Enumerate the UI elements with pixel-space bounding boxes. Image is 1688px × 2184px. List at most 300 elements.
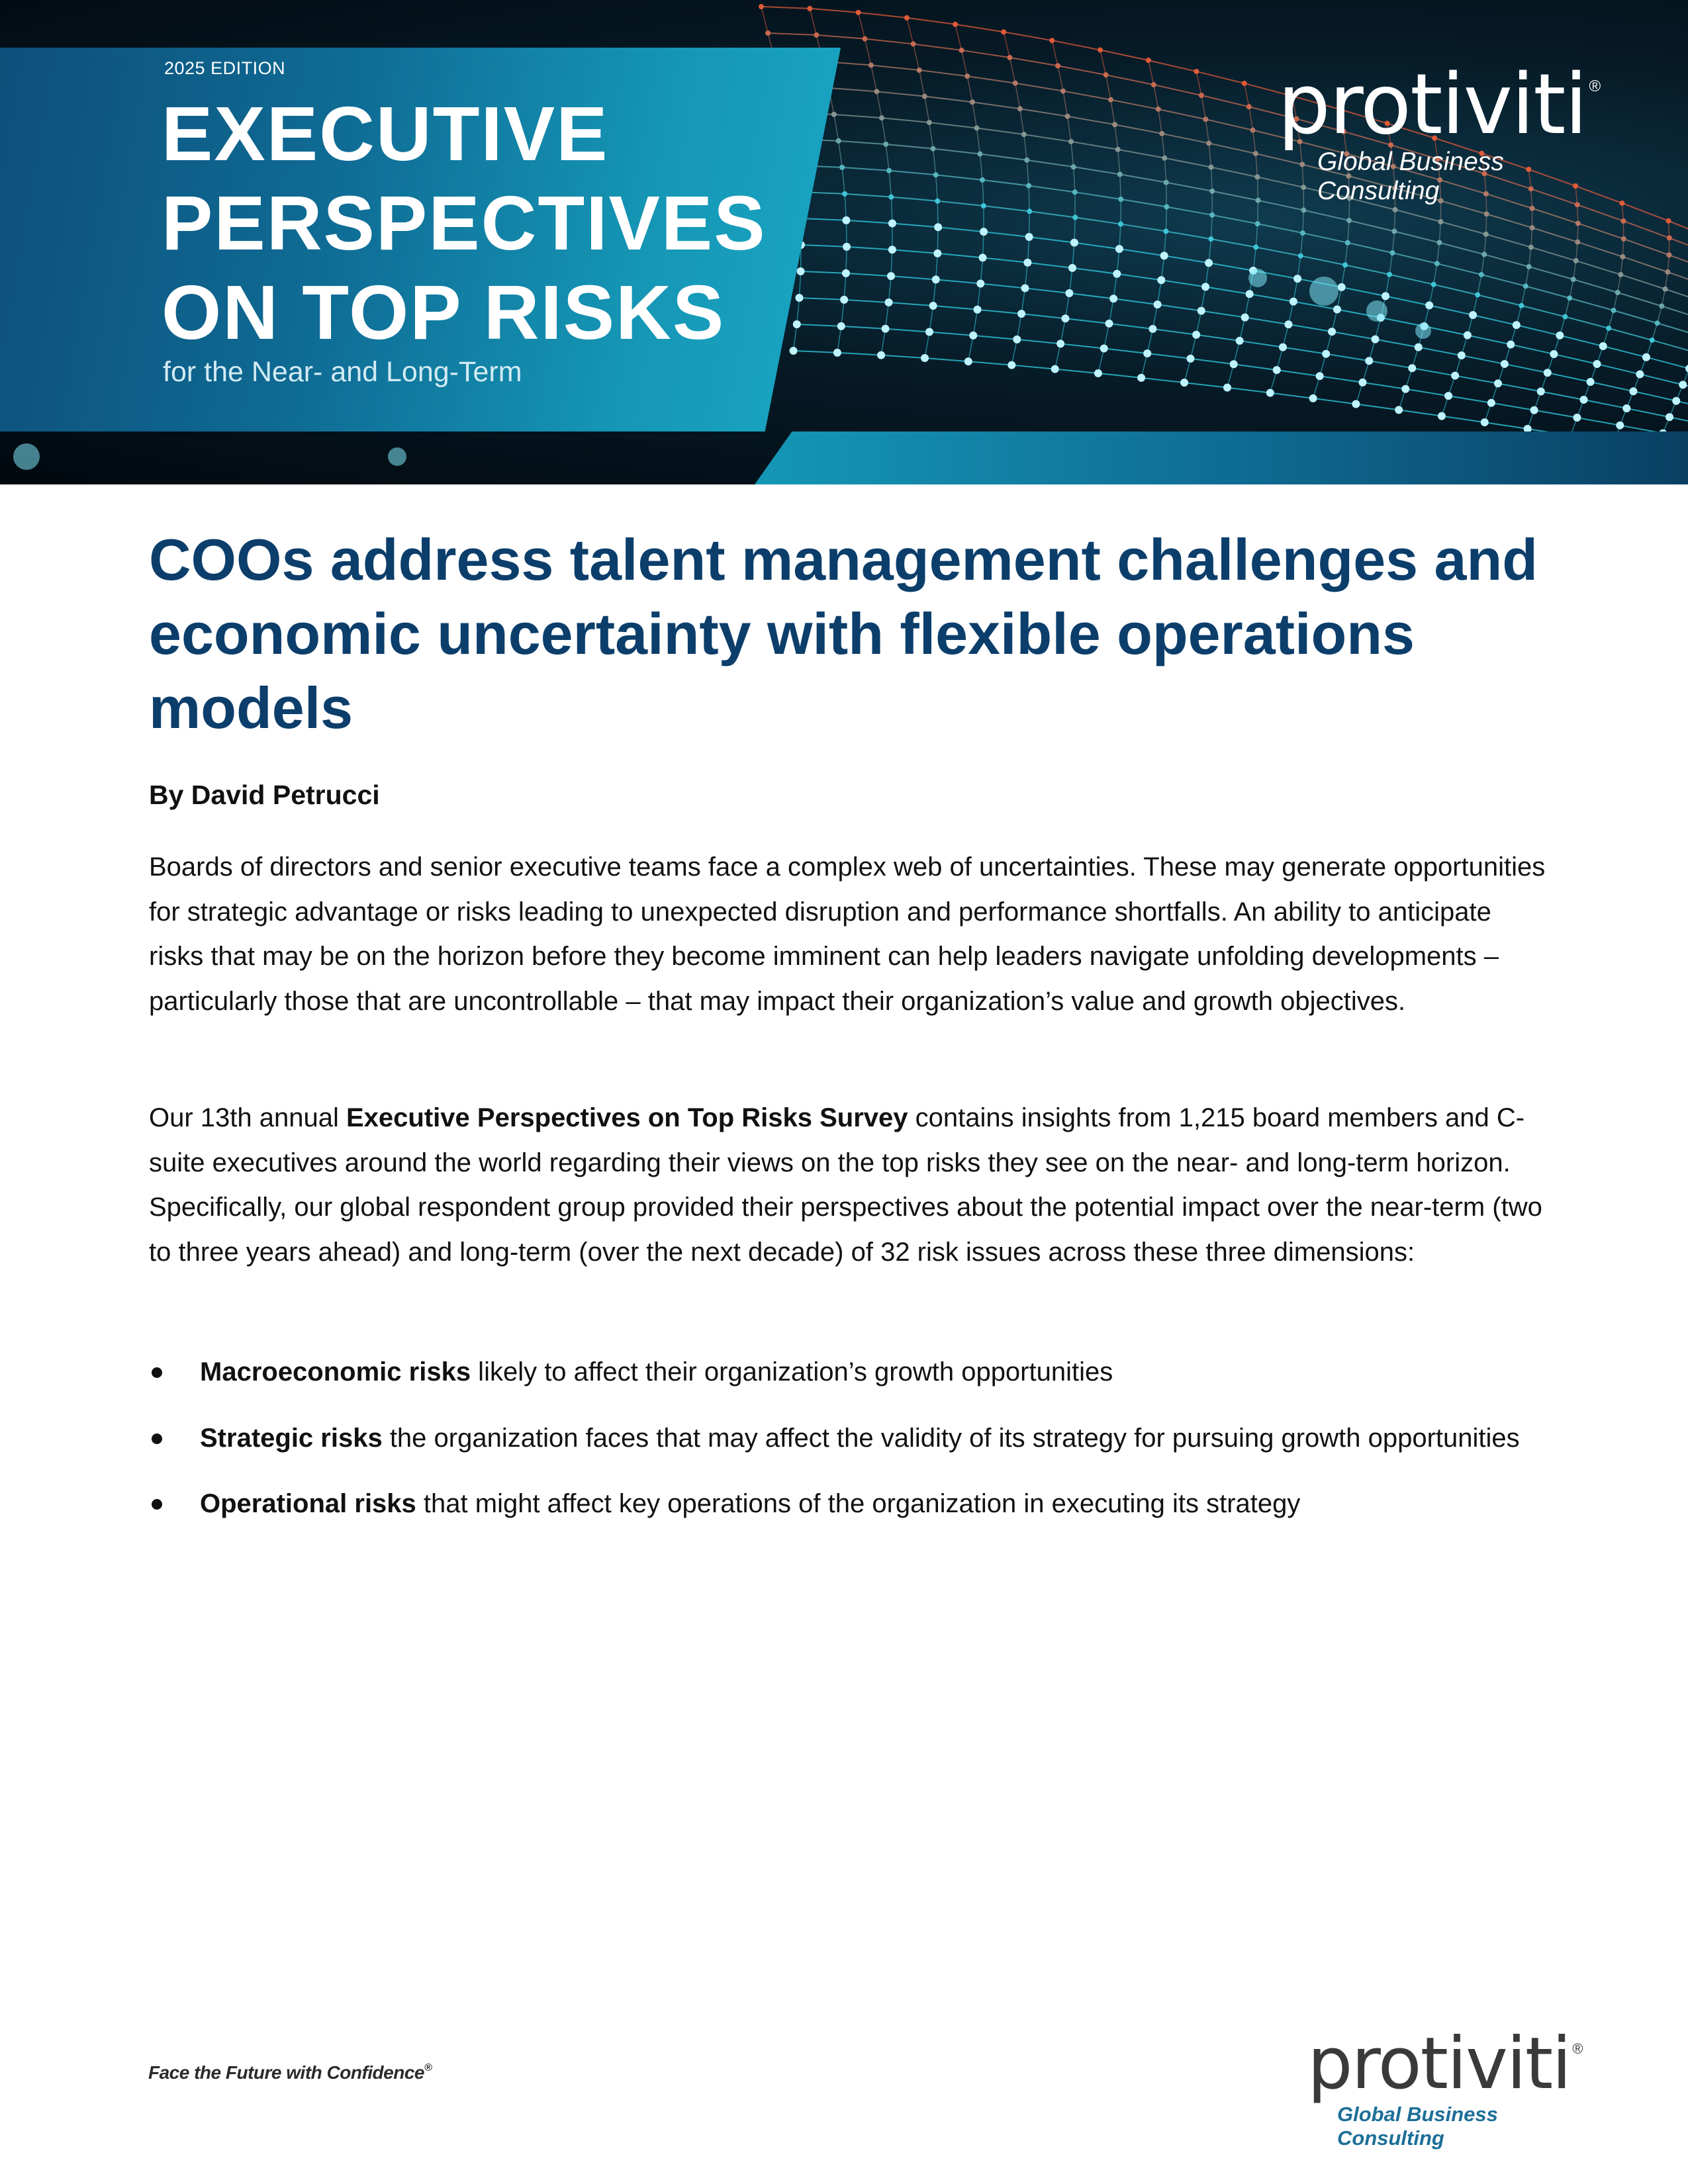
network-node xyxy=(1620,218,1626,224)
network-link xyxy=(1164,255,1209,263)
network-node xyxy=(981,203,986,208)
network-node xyxy=(1618,272,1623,277)
network-node xyxy=(1250,128,1256,133)
network-link xyxy=(1154,85,1158,109)
network-link xyxy=(1024,134,1027,160)
network-node xyxy=(868,62,874,68)
network-link xyxy=(925,97,929,123)
glow-dot xyxy=(1309,277,1338,306)
network-node xyxy=(1393,207,1398,212)
network-link xyxy=(925,358,968,361)
network-node xyxy=(1266,389,1274,397)
network-node xyxy=(1293,275,1301,283)
network-link xyxy=(1486,214,1487,234)
network-link xyxy=(1498,383,1541,391)
network-node xyxy=(1007,55,1012,60)
network-node xyxy=(885,298,893,306)
network-link xyxy=(1603,346,1646,357)
network-node xyxy=(1487,399,1495,407)
network-node xyxy=(933,250,941,257)
network-link xyxy=(1141,378,1184,383)
network-link xyxy=(1591,382,1634,391)
network-node xyxy=(1154,300,1162,308)
network-node xyxy=(1464,332,1472,340)
network-node xyxy=(887,272,895,280)
network-node xyxy=(1223,384,1231,392)
network-link xyxy=(801,271,846,273)
network-node xyxy=(1025,233,1033,241)
network-node xyxy=(953,22,958,27)
network-node xyxy=(836,138,841,144)
list-item xyxy=(149,1416,1552,1461)
network-node xyxy=(1065,114,1070,119)
network-node xyxy=(1143,349,1151,357)
article-byline: By David Petrucci xyxy=(149,780,380,810)
network-link xyxy=(1505,364,1548,373)
network-node xyxy=(1098,48,1103,53)
network-link xyxy=(859,13,865,39)
network-node xyxy=(1056,340,1064,347)
list-item xyxy=(149,1350,1552,1395)
network-link xyxy=(1485,422,1528,429)
network-link xyxy=(1011,365,1055,369)
network-node xyxy=(1208,236,1213,242)
network-node xyxy=(1113,270,1121,278)
network-node xyxy=(863,36,868,42)
network-link xyxy=(1166,183,1213,191)
network-node xyxy=(1481,251,1487,257)
network-node xyxy=(793,320,801,328)
network-link xyxy=(1069,293,1113,298)
network-link xyxy=(810,9,858,13)
network-node xyxy=(978,152,983,157)
network-link xyxy=(980,284,1025,289)
network-link xyxy=(1440,222,1485,234)
network-link xyxy=(886,144,889,171)
network-link xyxy=(907,18,955,24)
survey-paragraph xyxy=(149,1096,1552,1275)
network-node xyxy=(1026,183,1031,189)
network-link xyxy=(794,351,837,353)
network-link xyxy=(1394,232,1439,243)
network-link xyxy=(1258,224,1303,233)
network-node xyxy=(839,165,845,170)
network-link xyxy=(1332,332,1375,340)
banner-accent-stripe xyxy=(755,432,1688,484)
network-link xyxy=(797,324,841,326)
network-node xyxy=(1523,283,1528,289)
network-node xyxy=(1469,311,1477,319)
network-link xyxy=(882,118,929,122)
network-node xyxy=(1013,81,1018,86)
network-link xyxy=(1212,191,1258,201)
network-link xyxy=(1614,293,1618,310)
network-node xyxy=(959,48,964,53)
cover-subtitle: for the Near- and Long-Term xyxy=(163,356,522,388)
network-link xyxy=(1190,359,1233,364)
network-link xyxy=(810,9,816,35)
network-link xyxy=(839,141,886,144)
network-link xyxy=(967,76,972,102)
network-node xyxy=(1209,212,1215,218)
network-link xyxy=(1164,158,1211,167)
network-link xyxy=(1201,95,1205,119)
network-node xyxy=(1008,361,1015,369)
network-link xyxy=(1620,257,1622,275)
network-link xyxy=(1529,248,1531,267)
network-link xyxy=(768,33,816,35)
network-link xyxy=(1058,66,1106,75)
network-link xyxy=(1211,167,1213,191)
logo-tagline: Global Business Consulting xyxy=(1337,2103,1498,2150)
network-link xyxy=(1211,167,1258,177)
network-link xyxy=(1104,348,1147,353)
network-link xyxy=(1196,335,1240,341)
network-link xyxy=(1526,267,1529,286)
network-link xyxy=(1121,199,1166,207)
network-node xyxy=(842,191,847,197)
network-node xyxy=(1255,174,1260,179)
network-link xyxy=(1256,224,1257,247)
network-node xyxy=(1659,303,1664,308)
list-item-text: the organization faces that may affect the validity of its strategy for pursuing growth opportunities xyxy=(382,1423,1520,1453)
network-link xyxy=(1531,248,1576,261)
network-link xyxy=(1448,396,1491,403)
list-item-text: likely to affect their organization’s growth opportunities xyxy=(471,1357,1113,1387)
network-link xyxy=(1027,160,1073,167)
network-link xyxy=(1205,119,1252,130)
network-link xyxy=(982,180,1029,186)
network-link xyxy=(1120,174,1166,182)
network-node xyxy=(765,30,771,36)
network-link xyxy=(1392,253,1436,263)
network-node xyxy=(933,172,939,177)
network-link xyxy=(1534,410,1577,418)
protiviti-logo xyxy=(1278,56,1622,206)
logo-wordmark: protiviti xyxy=(1307,2023,1571,2105)
network-node xyxy=(1530,225,1535,230)
network-link xyxy=(1667,272,1688,288)
network-link xyxy=(914,44,962,50)
registered-mark: ® xyxy=(424,2062,432,2073)
network-node xyxy=(1685,365,1688,373)
network-node xyxy=(921,354,929,362)
network-node xyxy=(1571,277,1576,282)
network-node xyxy=(1055,63,1060,68)
network-link xyxy=(1484,254,1528,267)
network-link xyxy=(1015,83,1063,91)
network-link xyxy=(1147,353,1190,359)
network-node xyxy=(1431,282,1436,287)
network-link xyxy=(1486,234,1531,248)
network-node xyxy=(874,89,879,94)
network-node xyxy=(1666,218,1671,224)
network-node xyxy=(1415,343,1423,351)
network-link xyxy=(1020,109,1068,116)
network-link xyxy=(1565,317,1609,328)
network-node xyxy=(1024,158,1029,163)
network-link xyxy=(1212,215,1258,224)
network-node xyxy=(1051,365,1059,373)
network-link xyxy=(1369,361,1412,368)
network-node xyxy=(1655,320,1660,326)
network-link xyxy=(1253,130,1256,154)
network-link xyxy=(1024,134,1071,142)
network-node xyxy=(877,351,885,359)
network-link xyxy=(1166,231,1211,239)
network-node xyxy=(1021,284,1029,292)
network-link xyxy=(929,122,977,128)
network-link xyxy=(1573,261,1576,279)
network-link xyxy=(1118,150,1165,158)
network-link xyxy=(929,122,933,149)
network-link xyxy=(1481,254,1484,275)
network-node xyxy=(976,280,984,288)
network-node xyxy=(1017,106,1023,111)
network-link xyxy=(955,24,1004,32)
network-link xyxy=(1158,109,1162,134)
network-link xyxy=(1442,416,1485,423)
network-node xyxy=(1137,374,1145,382)
network-link xyxy=(1491,403,1534,410)
network-link xyxy=(984,232,1029,237)
network-link xyxy=(1326,354,1369,361)
network-link xyxy=(1622,203,1623,221)
network-link xyxy=(1521,306,1565,317)
network-node xyxy=(1365,357,1373,365)
cover-title-line: EXECUTIVE xyxy=(162,91,609,177)
network-link xyxy=(1521,286,1525,305)
network-node xyxy=(1273,366,1281,374)
bullet-icon xyxy=(152,1499,162,1510)
network-node xyxy=(1027,208,1032,214)
network-node xyxy=(1298,253,1303,259)
network-link xyxy=(962,50,1010,58)
network-link xyxy=(972,102,1020,109)
network-link xyxy=(1570,279,1573,298)
network-link xyxy=(1511,345,1554,355)
network-node xyxy=(1679,381,1687,388)
network-link xyxy=(816,35,865,39)
network-link xyxy=(1301,233,1303,256)
glow-dot xyxy=(1366,300,1387,322)
network-link xyxy=(876,91,924,96)
network-node xyxy=(1209,165,1214,170)
network-node xyxy=(1408,364,1416,372)
network-link xyxy=(865,39,871,66)
network-node xyxy=(1151,82,1156,87)
network-link xyxy=(1320,376,1363,383)
network-link xyxy=(1381,318,1425,326)
network-node xyxy=(1328,328,1336,336)
network-link xyxy=(846,273,891,276)
network-link xyxy=(933,149,935,175)
network-link xyxy=(1658,323,1688,336)
network-node xyxy=(1526,264,1532,269)
network-link xyxy=(1029,211,1075,217)
network-link xyxy=(1578,223,1624,239)
network-node xyxy=(807,6,812,11)
network-link xyxy=(1484,234,1486,255)
network-node xyxy=(1100,344,1108,352)
network-link xyxy=(1072,268,1117,274)
network-link xyxy=(891,197,937,201)
network-link xyxy=(1075,217,1121,224)
network-link xyxy=(1565,298,1570,316)
network-node xyxy=(934,223,942,231)
network-link xyxy=(1389,253,1392,275)
network-link xyxy=(1622,203,1668,221)
network-link xyxy=(1652,340,1688,353)
network-node xyxy=(1118,197,1123,202)
network-link xyxy=(871,65,877,91)
network-node xyxy=(917,68,922,73)
list-item xyxy=(149,1482,1552,1527)
network-link xyxy=(1201,95,1249,107)
network-node xyxy=(1387,272,1392,277)
network-link xyxy=(1576,261,1621,275)
network-link xyxy=(1356,404,1399,410)
network-node xyxy=(1530,406,1538,414)
network-link xyxy=(1618,275,1621,293)
network-node xyxy=(1599,342,1607,350)
network-link xyxy=(1392,232,1394,253)
network-node xyxy=(1395,406,1403,414)
network-node xyxy=(1444,392,1452,400)
network-node xyxy=(1115,147,1121,152)
network-link xyxy=(842,167,889,171)
network-node xyxy=(1230,360,1238,368)
network-link xyxy=(842,167,845,194)
network-node xyxy=(1289,298,1297,306)
network-node xyxy=(1501,360,1509,368)
network-node xyxy=(1049,38,1055,43)
network-link xyxy=(1570,298,1613,310)
network-link xyxy=(1111,100,1158,109)
network-node xyxy=(1338,283,1346,291)
network-node xyxy=(932,275,940,283)
network-node xyxy=(1519,303,1524,308)
network-node xyxy=(1438,219,1443,224)
network-node xyxy=(1562,314,1568,320)
network-link xyxy=(1201,311,1245,318)
network-link xyxy=(1468,336,1511,345)
network-node xyxy=(1253,151,1258,156)
network-node xyxy=(1199,93,1204,98)
network-link xyxy=(1560,336,1603,346)
network-link xyxy=(1227,388,1270,393)
network-link xyxy=(1120,174,1121,199)
network-node xyxy=(1434,261,1440,266)
network-node xyxy=(1342,262,1348,267)
logo-wordmark: protiviti xyxy=(1278,56,1587,153)
network-node xyxy=(843,243,851,251)
network-link xyxy=(1477,295,1521,305)
network-link xyxy=(1577,205,1578,223)
network-node xyxy=(1425,301,1433,309)
network-link xyxy=(846,220,892,224)
network-link xyxy=(1434,263,1437,285)
network-link xyxy=(834,114,882,118)
bullet-icon xyxy=(152,1367,162,1378)
network-node xyxy=(1112,122,1117,127)
network-link xyxy=(886,144,933,149)
network-link xyxy=(1074,167,1120,174)
network-link xyxy=(761,7,810,9)
network-node xyxy=(1284,320,1292,328)
network-link xyxy=(1455,376,1498,384)
network-link xyxy=(1004,32,1009,58)
network-link xyxy=(1234,364,1277,370)
list-item-title: Operational risks xyxy=(200,1489,416,1518)
cover-title-line: PERSPECTIVES xyxy=(162,180,767,266)
network-link xyxy=(1025,288,1069,293)
network-link xyxy=(1532,228,1578,242)
network-node xyxy=(1391,229,1397,234)
network-link xyxy=(1622,257,1667,272)
network-link xyxy=(925,332,929,358)
network-link xyxy=(1052,40,1100,50)
network-node xyxy=(1241,314,1249,322)
glow-dot xyxy=(1248,269,1267,287)
network-node xyxy=(1606,326,1611,331)
network-link xyxy=(1240,341,1283,347)
network-link xyxy=(1196,71,1201,95)
network-node xyxy=(1667,236,1672,241)
network-node xyxy=(1316,372,1324,380)
network-link xyxy=(1584,400,1627,408)
network-link xyxy=(1477,275,1481,295)
network-node xyxy=(1615,290,1620,295)
network-link xyxy=(1211,215,1212,239)
network-link xyxy=(1301,256,1345,265)
network-link xyxy=(1620,275,1665,289)
bullet-icon xyxy=(152,1433,162,1444)
network-link xyxy=(761,7,768,33)
network-link xyxy=(1462,355,1505,364)
network-node xyxy=(1206,140,1211,146)
network-link xyxy=(1071,142,1074,167)
network-link xyxy=(889,171,936,175)
network-node xyxy=(1115,245,1123,253)
network-link xyxy=(794,324,797,351)
network-link xyxy=(1313,398,1356,404)
network-node xyxy=(1242,81,1247,86)
network-node xyxy=(882,325,890,333)
network-node xyxy=(922,94,927,99)
glow-dot xyxy=(1415,323,1431,339)
network-link xyxy=(1669,238,1688,255)
network-node xyxy=(1636,370,1644,378)
network-node xyxy=(1528,245,1534,250)
network-link xyxy=(976,128,980,154)
network-node xyxy=(1550,350,1558,358)
network-node xyxy=(1481,418,1489,426)
network-node xyxy=(1333,306,1341,314)
network-node xyxy=(1205,259,1213,267)
network-link xyxy=(881,355,925,358)
network-link xyxy=(1162,134,1209,144)
network-node xyxy=(925,328,933,336)
network-link xyxy=(799,298,844,300)
registered-mark: ® xyxy=(1572,2040,1583,2057)
network-link xyxy=(1115,124,1162,134)
network-node xyxy=(1666,252,1671,257)
network-node xyxy=(1108,97,1113,103)
network-link xyxy=(1548,373,1591,382)
network-link xyxy=(1577,242,1622,257)
network-node xyxy=(973,306,981,314)
